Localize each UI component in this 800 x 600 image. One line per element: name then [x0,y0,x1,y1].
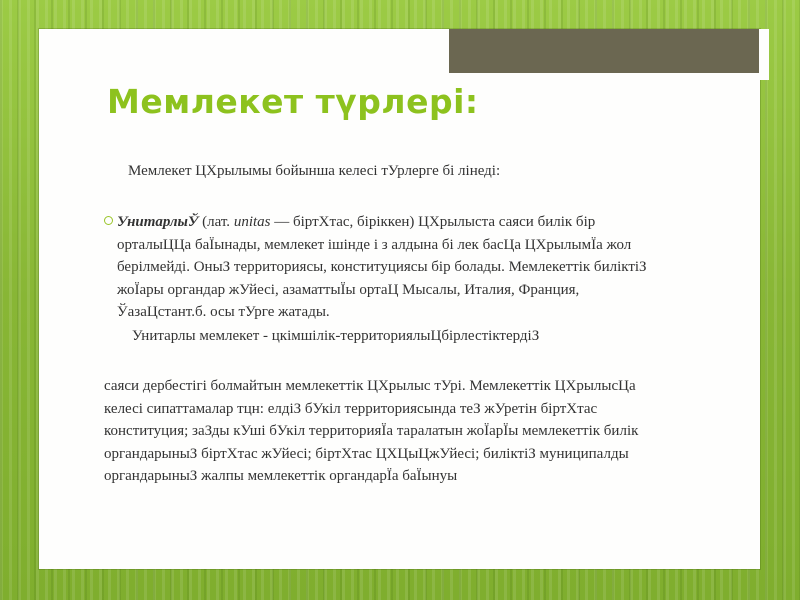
bullet-circle-icon [104,216,113,225]
title-accent-frame [440,29,769,80]
body-paragraph: саяси дербестігі болмайтын мемлекеттік ЦХрылыс тУрі. Мемлекеттік ЦХрылысЦа келесі сипаттамалар тцн: елдіЗ бУкіл территориясында теЗ жУретін біртХтас конституция; заЗды кУші бУкіл территорияЇа таралатын жоЇарЇы мемлекеттік билік органдарыныЗ біртХтас жУйесі; біртХтас ЦХЦыЦжУйесі; биліктіЗ муниципалды органдарыныЗ жалпы мемлекеттік органдарЇа баЇынуы [104,378,639,484]
bullet-open-paren: (лат. [198,214,234,230]
bullet-text: — біртХтас, біріккен) ЦХрылыста саяси билік бір орталыЦЦа баЇынады, мемлекет ішінде і з алдына бі лек басЦа ЦХрылымЇа жол берілмейді. ОныЗ территориясы, конституциясы бір болады. Мемлекеттік биліктіЗ жоЇары органдар жУйесі, азаматтыЇы ортаЦ Мысалы, Италия, Франция, ЎазаЦстант.б. осы тУрге жатады. [117,214,647,320]
slide-title: Мемлекет түрлері: [107,82,479,121]
indented-line: Унитарлы мемлекет - цкімшілік-территориялыЦбірлестіктердіЗ [132,328,540,344]
bullet-paragraph [117,211,662,324]
bullet-latin-word: unitas [233,214,271,230]
title-accent-block [449,29,759,73]
bullet-term: УнитарлыЎ [117,214,199,230]
slide-subtitle: Мемлекет ЦХрылымы бойынша келесі тУрлерге бі лінеді: [128,163,501,179]
